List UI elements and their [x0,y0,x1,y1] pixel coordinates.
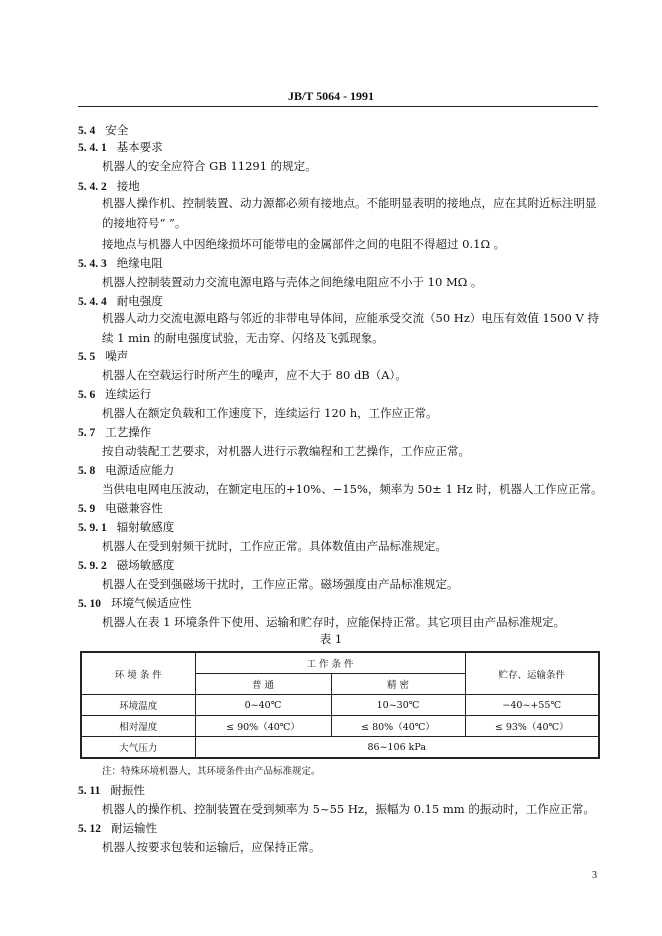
cell: ≤ 80%（40℃） [331,716,465,737]
environment-table [80,651,600,759]
page-number: 3 [592,870,597,881]
section-5-9-1: 5. 9. 1 辐射敏感度 [78,520,175,534]
paragraph: 机器人在额定负载和工作速度下，连续运行 120 h，工作应正常。 [102,406,438,420]
table-note: 注：特殊环境机器人，其环境条件由产品标准规定。 [102,766,321,777]
paragraph: 机器人的安全应符合 GB 11291 的规定。 [102,159,317,173]
cell: 0~40℃ [195,695,331,716]
section-5-12: 5. 12 耐运输性 [78,821,157,835]
header-rule [78,106,598,107]
section-5-9-2: 5. 9. 2 磁场敏感度 [78,558,175,572]
paragraph: 机器人按要求包装和运输后，应保持正常。 [102,840,321,854]
table-row [81,716,599,737]
cell: ≤ 90%（40℃） [195,716,331,737]
paragraph-grounding: 机器人操作机、控制装置、动力源都必须有接地点。不能明显表明的接地点，应在其附近标注明显的接地符号“ ”。 [102,196,597,230]
header-work: 工 作 条 件 [195,652,465,674]
section-5-4-2: 5. 4. 2 接地 [78,179,140,193]
section-5-9: 5. 9 电磁兼容性 [78,501,163,515]
section-5-4-3: 5. 4. 3 绝缘电阻 [78,256,163,270]
subheader-precise: 精 密 [331,674,465,695]
cell-merged: 86~106 kPa [195,737,599,759]
paragraph-dielectric: 机器人动力交流电源电路与邻近的非带电导体间，应能承受交流（50 Hz）电压有效值 1500 V 持续 1 min 的耐电强度试验，无击穿、闪络及飞弧现象。 [102,311,599,345]
section-5-4-1: 5. 4. 1 基本要求 [78,140,163,154]
section-5-4-4: 5. 4. 4 耐电强度 [78,294,163,308]
standard-code-header: JB/T 5064 - 1991 [287,89,375,103]
section-5-4: 5. 4 安全 [78,123,129,137]
section-5-10: 5. 10 环境气候适应性 [78,596,192,610]
paragraph: 机器人的操作机、控制装置在受到频率为 5~55 Hz，振幅为 0.15 mm 的振动时，工作应正常。 [102,802,595,816]
cell: ≤ 93%（40℃） [465,716,599,737]
header-env: 环 境 条 件 [81,652,195,695]
section-5-7: 5. 7 工艺操作 [78,425,152,439]
table-row [81,737,599,759]
row-label: 大气压力 [81,737,195,759]
paragraph: 机器人在空载运行时所产生的噪声，应不大于 80 dB（A）。 [102,368,407,382]
section-5-11: 5. 11 耐振性 [78,783,145,797]
header-store: 贮存、运输条件 [465,652,599,695]
section-5-5: 5. 5 噪声 [78,349,129,363]
paragraph: 接地点与机器人中因绝缘损坏可能带电的金属部件之间的电阻不得超过 0.1Ω 。 [102,237,506,251]
subheader-normal: 普 通 [195,674,331,695]
paragraph: 按自动装配工艺要求，对机器人进行示教编程和工艺操作，工作应正常。 [102,444,470,458]
table-caption: 表 1 [319,632,343,646]
section-5-6: 5. 6 连续运行 [78,387,152,401]
section-5-8: 5. 8 电源适应能力 [78,463,175,477]
table-row [81,695,599,716]
cell: −40~+55℃ [465,695,599,716]
paragraph: 当供电电网电压波动，在额定电压的+10%、−15%，频率为 50± 1 Hz 时，机器人工作应正常。 [102,482,603,496]
paragraph: 机器人在表 1 环境条件下使用、运输和贮存时，应能保持正常。其它项目由产品标准规定。 [102,615,566,629]
row-label: 环境温度 [81,695,195,716]
row-label: 相对湿度 [81,716,195,737]
paragraph: 机器人控制装置动力交流电源电路与壳体之间绝缘电阻应不小于 10 MΩ 。 [102,275,483,289]
paragraph: 机器人在受到射频干扰时，工作应正常。具体数值由产品标准规定。 [102,539,447,553]
paragraph: 机器人在受到强磁场干扰时，工作应正常。磁场强度由产品标准规定。 [102,577,459,591]
cell: 10~30℃ [331,695,465,716]
